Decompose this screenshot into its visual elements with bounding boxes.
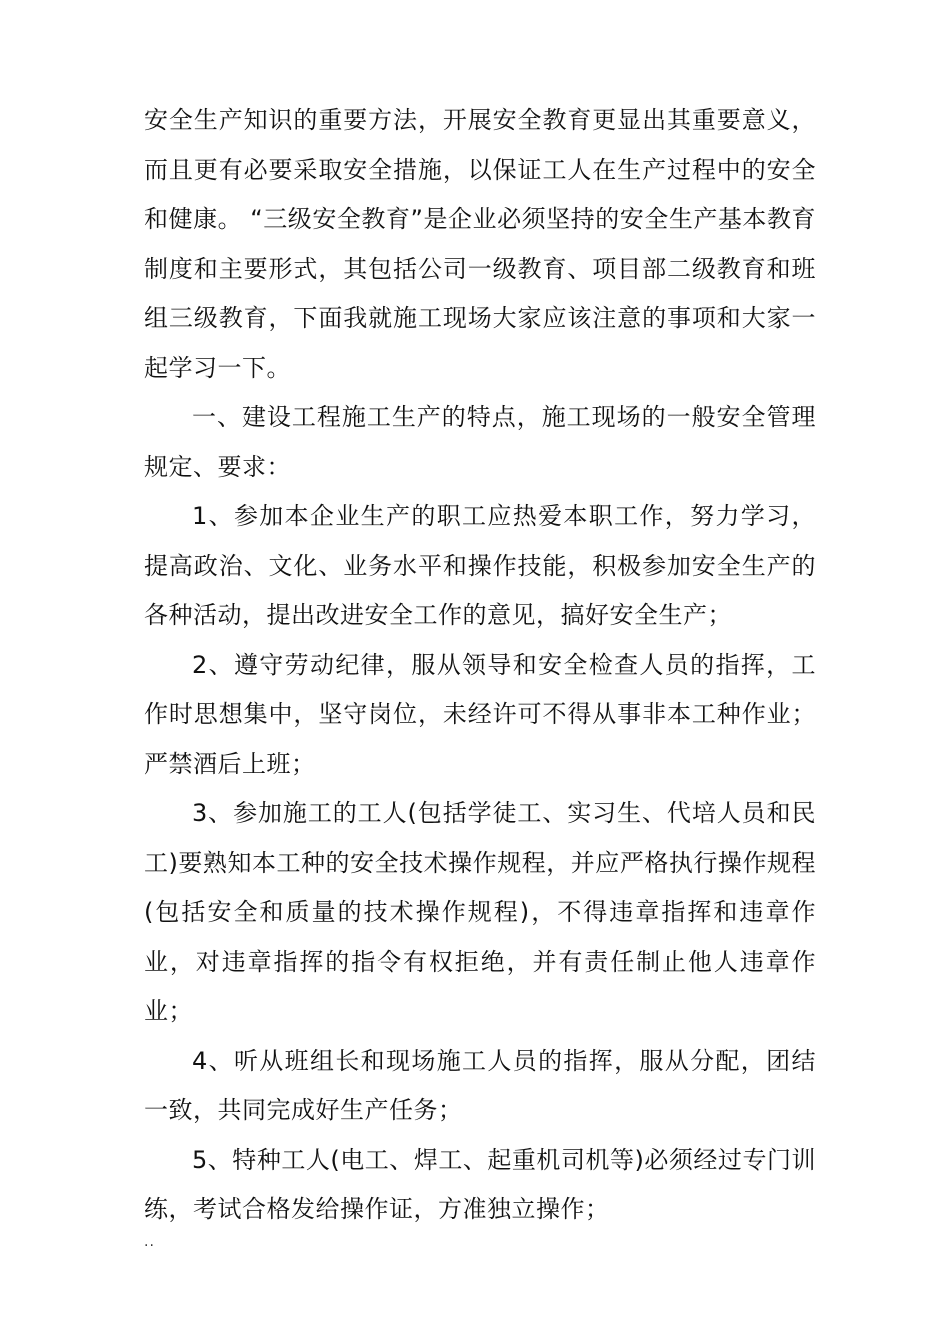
document-body — [144, 96, 816, 1235]
paragraph-item-1: 1、参加本企业生产的职工应热爱本职工作，努力学习，提高政治、文化、业务水平和操作技能，积极参加安全生产的各种活动，提出改进安全工作的意见，搞好安全生产； — [144, 502, 816, 629]
paragraph-item-5: 5、特种工人(电工、焊工、起重机司机等)必须经过专门训练，考试合格发给操作证，方准独立操作； — [144, 1145, 816, 1223]
page-footer-mark: .. — [144, 1234, 155, 1250]
paragraph-intro: 安全生产知识的重要方法，开展安全教育更显出其重要意义，而且更有必要采取安全措施，以保证工人在生产过程中的安全和健康。 “三级安全教育”是企业必须坚持的安全生产基本教育制度和主要形式，其包括公司一级教育、项目部二级教育和班组三级教育，下面我就施工现场大家应该注意的事项和大家一起学习一下。 — [144, 106, 816, 382]
paragraph-section-heading: 一、建设工程施工生产的特点，施工现场的一般安全管理规定、要求： — [144, 403, 816, 481]
paragraph-item-2: 2、遵守劳动纪律，服从领导和安全检查人员的指挥，工作时思想集中，坚守岗位，未经许可不得从事非本工种作业；严禁酒后上班； — [144, 650, 816, 778]
paragraph-item-3: 3、参加施工的工人(包括学徒工、实习生、代培人员和民工)要熟知本工种的安全技术操作规程，并应严格执行操作规程 (包括安全和质量的技术操作规程)，不得违章指挥和违章作业，对违章指挥的指令有权拒绝，并有责任制止他人违章作业； — [144, 799, 816, 1025]
paragraph-item-4: 4、听从班组长和现场施工人员的指挥，服从分配，团结一致，共同完成好生产任务； — [144, 1046, 816, 1124]
